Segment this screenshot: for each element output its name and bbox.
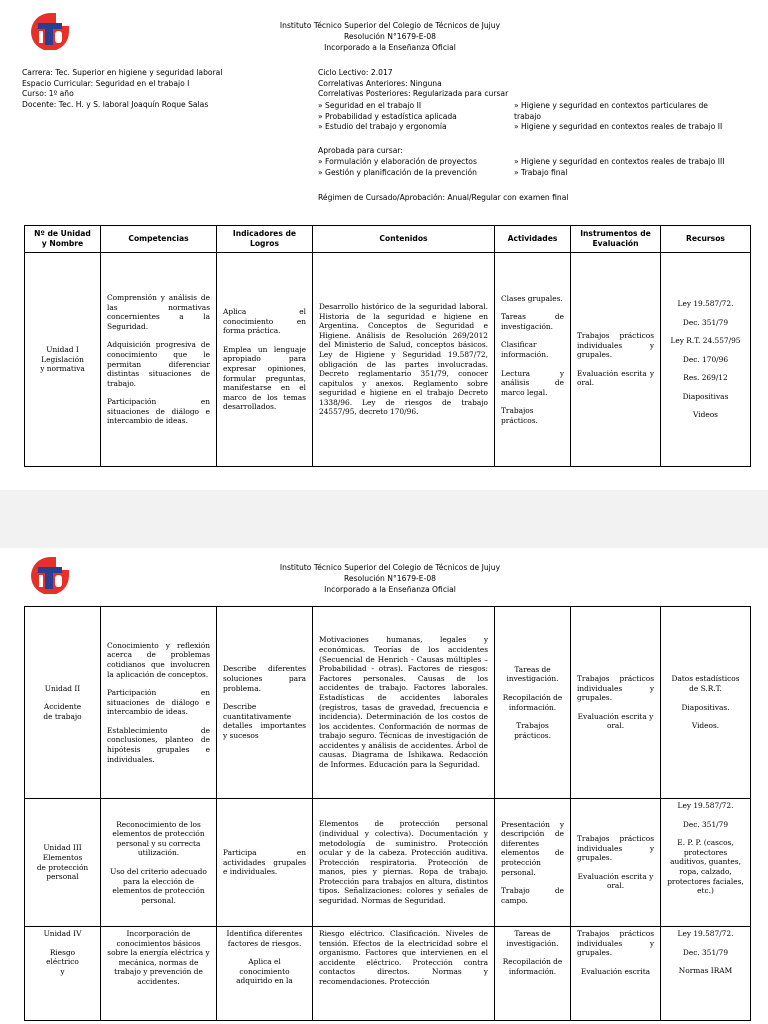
resources-cell xyxy=(661,607,751,799)
evaluation-cell xyxy=(571,927,661,1021)
contents-cell: Motivaciones humanas, legales y económicas. Teorías de los accidentes (Secuencial de Henrich - Causas múltiples – Probabilidad - otras). Factores de riesgos: Factores personales. Causas de los accidentes de trabajo. Factores laborales. Estadísticas de accidentes laborales (registros, tasas de gravedad, frecuencia e incidencia). Determinación de los costos de los accidentes. Conformación de normas de trabajo seguro. Técnicas de investigación de accidentes y análisis de accidentes. Árbol de causas. Diagrama de Ishikawa. Redacción de Informes. Educación para la Seguridad. xyxy=(313,607,495,799)
teacher-line: Docente: Tec. H. y S. laboral Joaquín Roque Salas xyxy=(22,99,209,109)
institute-logo-icon xyxy=(30,556,70,594)
resource-item: E. P. P. (cascos, protectores auditivos, guantes, ropa, calzado, protectores faciales, etc.) xyxy=(667,838,744,896)
course-regime: Régimen de Cursado/Aprobación: Anual/Regular con examen final xyxy=(318,193,569,202)
col-header-activities: Actividades xyxy=(495,226,571,253)
competency-item: Adquisición progresiva de conocimiento que le permitan diferenciar distintas situaciones de trabajo. xyxy=(107,340,210,388)
institute-name: Instituto Técnico Superior del Colegio de Técnicos de Jujuy xyxy=(279,21,501,30)
competency-item: Reconocimiento de los elementos de protección personal y su correcta utilización. xyxy=(112,819,205,858)
contents-cell: Elementos de protección personal (individual y colectiva). Documentación y metodología de suministro. Protección ocular y de la cabeza. Protección auditiva. Protección respiratoria. Protección de manos, pies y piernas. Ropa de trabajo. Protección para trabajos en altura, distintos tipos. Señalizaciones: colores y señales de seguridad. Normas de Seguridad. xyxy=(313,799,495,927)
later-correlatives-col2 xyxy=(514,101,722,133)
approved-to-take-title: Aprobada para cursar: xyxy=(318,146,403,155)
unit-title-line: y normativa xyxy=(40,364,85,374)
activity-item: Trabajos prácticos. xyxy=(501,406,538,425)
course-year-line: Curso: 1º año xyxy=(22,89,74,98)
unit-number: Unidad I xyxy=(46,345,79,355)
resources-cell xyxy=(661,253,751,467)
list-item: » Higiene y seguridad en contextos particulares de xyxy=(514,101,708,110)
page-gap xyxy=(0,490,768,548)
resource-item: Ley 19.587/72. xyxy=(677,801,734,810)
evaluation-cell xyxy=(571,799,661,927)
achievement-item: Participa en actividades grupales e individuales. xyxy=(223,848,306,877)
activity-item: Recopilación de información. xyxy=(502,957,563,976)
list-item: » Trabajo final xyxy=(514,167,568,177)
evaluation-item: Trabajos prácticos individuales y grupales. xyxy=(577,834,654,863)
approved-col2 xyxy=(514,157,724,178)
col-header-competencies: Competencias xyxy=(101,226,217,253)
evaluation-item: Evaluación escrita xyxy=(580,966,651,976)
evaluation-item: Evaluación escrita y oral. xyxy=(577,711,654,731)
unit-number: Unidad III xyxy=(43,843,82,853)
unit-title-line: eléctrico xyxy=(46,957,79,967)
achievements-cell xyxy=(217,927,313,1021)
activity-item: Trabajos prácticos. xyxy=(514,721,551,740)
resource-item: Res. 269/12 xyxy=(683,373,728,383)
document-page-2 xyxy=(0,548,768,1024)
competency-item: Uso del criterio adecuado para la elección de elementos de protección personal. xyxy=(110,867,207,905)
competency-item: Participación en situaciones de diálogo e intercambio de ideas. xyxy=(107,688,210,717)
achievements-cell xyxy=(217,607,313,799)
resolution-number: Resolución N°1679-E-08 xyxy=(343,574,437,583)
resource-item: Ley 19.587/72. xyxy=(677,929,734,938)
document-header xyxy=(180,20,600,53)
activity-item: Lectura y análisis de marco legal. xyxy=(501,368,564,397)
evaluation-cell xyxy=(571,607,661,799)
activity-item: Clasificar información. xyxy=(501,340,549,359)
resource-item: Dec. 351/79 xyxy=(682,317,729,327)
syllabus-table-2 xyxy=(24,606,751,1021)
unit-title-line: Elementos xyxy=(42,852,83,862)
syllabus-table-1 xyxy=(24,225,751,467)
resource-item: Dec. 351/79 xyxy=(682,947,729,957)
resource-item: Ley 19.587/72. xyxy=(677,298,734,308)
col-header-resources: Recursos xyxy=(661,226,751,253)
activity-item: Trabajo de campo. xyxy=(501,886,564,905)
competencies-cell xyxy=(101,799,217,927)
activity-item: Clases grupales. xyxy=(501,293,563,303)
activity-item: Recopilación de información. xyxy=(502,692,563,712)
unit-name-cell xyxy=(25,799,101,927)
unit-title-line: Riesgo xyxy=(49,947,76,957)
list-item: » Higiene y seguridad en contextos reales de trabajo II xyxy=(514,122,723,131)
unit-number: Unidad II xyxy=(44,683,81,693)
later-correlatives-col1 xyxy=(318,101,457,133)
resource-item: Datos estadísticos de S.R.T. xyxy=(671,674,740,693)
resources-cell xyxy=(661,799,751,927)
achievements-cell xyxy=(217,253,313,467)
school-year: Ciclo Lectivo: 2.017 xyxy=(318,68,393,77)
achievement-item: Emplea un lenguaje apropiado para expresar opiniones, formular preguntas, manifestarse en el marco de los temas desarrollados. xyxy=(223,344,306,412)
achievement-item: Describe cuantitativamente detalles importantes y sucesos xyxy=(223,702,306,740)
unit-title-line: y xyxy=(60,966,65,976)
col-header-contents: Contenidos xyxy=(313,226,495,253)
list-item: trabajo xyxy=(514,111,541,121)
list-item: » Higiene y seguridad en contextos reales de trabajo III xyxy=(514,157,725,166)
competency-item: Establecimiento de conclusiones, planteo de hipótesis grupales e individuales. xyxy=(107,725,210,764)
resource-item: Videos. xyxy=(691,721,720,731)
unit-title-line: de trabajo xyxy=(43,711,82,721)
career-line: Carrera: Tec. Superior en higiene y seguridad laboral xyxy=(22,68,223,77)
institute-logo-icon xyxy=(30,12,70,50)
activity-item: Presentación y descripción de diferentes elementos de protección personal. xyxy=(501,819,564,877)
evaluation-item: Trabajos prácticos individuales y grupales. xyxy=(577,331,654,360)
evaluation-item: Trabajos prácticos individuales y grupales. xyxy=(577,674,654,703)
incorporated-text: Incorporado a la Enseñanza Oficial xyxy=(324,585,456,594)
unit-title-line: Legislación xyxy=(41,354,84,364)
document-header xyxy=(180,562,600,595)
course-info xyxy=(22,68,222,110)
list-item: » Probabilidad y estadística aplicada xyxy=(318,111,457,121)
resource-item: Ley R.T. 24.557/95 xyxy=(670,336,741,346)
activity-item: Tareas de investigación. xyxy=(501,312,564,331)
activities-cell xyxy=(495,607,571,799)
activities-cell xyxy=(495,799,571,927)
list-item: » Seguridad en el trabajo II xyxy=(318,101,422,110)
later-correlatives: Correlativas Posteriores: Regularizada para cursar xyxy=(318,89,509,98)
previous-correlatives: Correlativas Anteriores: Ninguna xyxy=(318,78,442,88)
unit-title-line: de protección xyxy=(36,862,89,872)
list-item: » Estudio del trabajo y ergonomía xyxy=(318,122,447,131)
table-row xyxy=(25,253,751,467)
table-row xyxy=(25,799,751,927)
resource-item: Diapositivas. xyxy=(681,702,730,712)
resources-cell xyxy=(661,927,751,1021)
table-row xyxy=(25,607,751,799)
resource-item: Normas IRAM xyxy=(678,966,733,976)
curricular-space-line: Espacio Curricular: Seguridad en el trabajo I xyxy=(22,78,190,88)
evaluation-item: Evaluación escrita y oral. xyxy=(577,368,654,388)
col-header-unit: Nº de Unidad y Nombre xyxy=(25,226,101,253)
competencies-cell xyxy=(101,253,217,467)
competency-item: Participación en situaciones de diálogo e intercambio de ideas. xyxy=(107,397,210,426)
achievement-item: Describe diferentes soluciones para problema. xyxy=(223,664,306,693)
correlatives-info xyxy=(318,68,508,100)
unit-name-cell xyxy=(25,253,101,467)
unit-name-cell xyxy=(25,927,101,1021)
achievement-item: Aplica el conocimiento en forma práctica. xyxy=(223,307,306,336)
competencies-cell: Incorporación de conocimientos básicos sobre la energía eléctrica y mecánica, normas de trabajo y prevención de accidentes. xyxy=(101,927,217,1021)
contents-cell: Riesgo eléctrico. Clasificación. Niveles de tensión. Efectos de la electricidad sobre el organismo. Factores que intervienen en el accidente eléctrico. Protección contra contactos directos. Normas y recomendaciones. Protección xyxy=(313,927,495,1021)
achievement-item: Aplica el conocimiento adquirido en la xyxy=(236,957,293,986)
resource-item: Dec. 170/96 xyxy=(682,354,729,364)
incorporated-text: Incorporado a la Enseñanza Oficial xyxy=(324,43,456,52)
list-item: » Gestión y planificación de la prevención xyxy=(318,167,477,177)
activity-item: Tareas de investigación. xyxy=(506,929,559,948)
competency-item: Comprensión y análisis de las normativas concernientes a la Seguridad. xyxy=(107,292,210,331)
competency-item: Conocimiento y reflexión acerca de problemas cotidianos que involucren la aplicación de conceptos. xyxy=(107,640,210,679)
resource-item: Dec. 351/79 xyxy=(682,819,729,829)
unit-name-cell xyxy=(25,607,101,799)
institute-name: Instituto Técnico Superior del Colegio de Técnicos de Jujuy xyxy=(279,563,501,572)
resolution-number: Resolución N°1679-E-08 xyxy=(343,32,437,41)
achievements-cell xyxy=(217,799,313,927)
resource-item: Diapositivas xyxy=(682,391,729,401)
unit-title-line: Accidente xyxy=(43,702,82,712)
resource-item: Videos xyxy=(693,410,718,420)
activities-cell xyxy=(495,927,571,1021)
evaluation-item: Trabajos prácticos individuales y grupales. xyxy=(577,929,654,958)
unit-title-line: personal xyxy=(46,872,79,882)
evaluation-item: Evaluación escrita y oral. xyxy=(577,871,654,891)
col-header-evaluation: Instrumentos de Evaluación xyxy=(571,226,661,253)
approved-col1 xyxy=(318,157,477,178)
activities-cell xyxy=(495,253,571,467)
table-header-row xyxy=(25,226,751,253)
list-item: » Formulación y elaboración de proyectos xyxy=(318,157,477,166)
contents-cell: Desarrollo histórico de la seguridad laboral. Historia de la seguridad e higiene en Argentina. Conceptos de Seguridad e Higiene. Análisis de Resolución 269/2012 del Ministerio de Salud, conceptos básicos. Ley de Higiene y Seguridad 19.587/72, obligación de las partes involucradas. Decreto reglamentario 351/79, conocer capitulos y anexos. Reglamento sobre seguridad e higiene en el trabajo Decreto 1338/96. Ley de riesgos de trabajo 24557/95, decreto 170/96. xyxy=(313,253,495,467)
document-page-1 xyxy=(0,0,768,490)
unit-number: Unidad IV xyxy=(43,929,82,938)
achievement-item: Identifica diferentes factores de riesgos. xyxy=(226,929,303,948)
competencies-cell xyxy=(101,607,217,799)
activity-item: Tareas de investigación. xyxy=(506,664,559,684)
col-header-achievements: Indicadores de Logros xyxy=(217,226,313,253)
evaluation-cell xyxy=(571,253,661,467)
table-row xyxy=(25,927,751,1021)
